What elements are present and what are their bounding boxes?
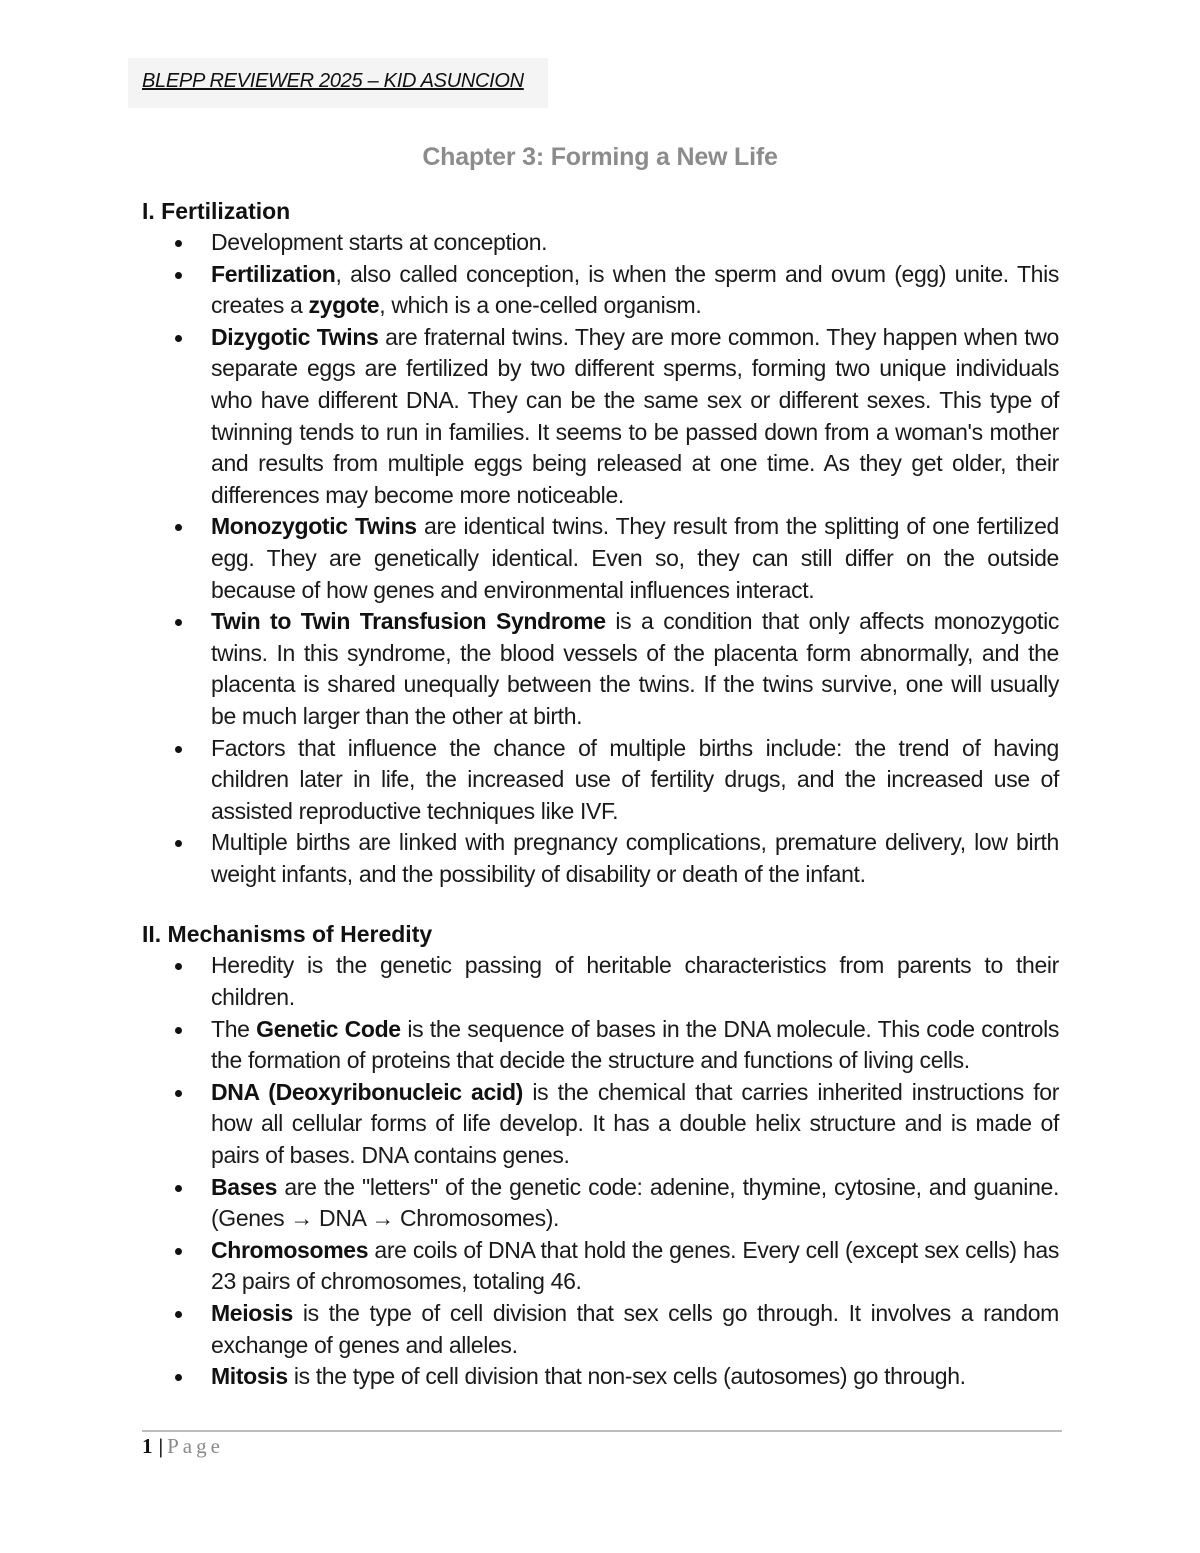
document-header: BLEPP REVIEWER 2025 – KID ASUNCION bbox=[142, 70, 524, 92]
term: Bases bbox=[211, 1173, 278, 1200]
bullet-dot-icon bbox=[175, 746, 182, 753]
bullet-dot-icon bbox=[175, 1185, 182, 1192]
term: Mitosis bbox=[211, 1363, 288, 1390]
term: Chromosomes bbox=[211, 1236, 369, 1263]
term: Meiosis bbox=[211, 1300, 293, 1326]
heredity-bullet-list bbox=[142, 950, 1059, 1392]
term: Fertilization bbox=[211, 260, 336, 287]
bullet-dot-icon bbox=[175, 1248, 182, 1255]
bullet-dot-icon bbox=[175, 240, 182, 247]
section-heading-fertilization: I. Fertilization bbox=[142, 198, 291, 224]
document-body bbox=[142, 195, 1059, 1393]
bullet-dot-icon bbox=[175, 963, 182, 970]
section-heading-heredity: II. Mechanisms of Heredity bbox=[142, 921, 433, 948]
bullet-dot-icon bbox=[175, 1311, 182, 1318]
footer-divider bbox=[142, 1430, 1062, 1432]
bullet-dot-icon bbox=[175, 1090, 182, 1097]
bullet-dot-icon bbox=[175, 272, 182, 279]
page-number: 1 bbox=[142, 1434, 153, 1458]
term: Dizygotic Twins bbox=[211, 323, 379, 350]
fertilization-bullet-list bbox=[142, 227, 1059, 890]
list-item: Twin to Twin Transfusion Syndrome is a condition that only affects monozygotic twins. In this syndrome, the blood vessels of the placenta form abnormally, and the placenta is shared unequally between the twins. If the twins survive, one will usually be much larger than the other at birth. bbox=[142, 606, 1059, 732]
page-label: Page bbox=[167, 1434, 224, 1458]
list-item: Development starts at conception. bbox=[142, 227, 1059, 259]
bullet-dot-icon bbox=[175, 335, 182, 342]
page-footer bbox=[142, 1434, 224, 1459]
list-item: Dizygotic Twins are fraternal twins. They are more common. They happen when two separate eggs are fertilized by two different sperms, forming two unique individuals who have different DNA. They can be the same sex or different sexes. This type of twinning tends to run in families. It seems to be passed down from a woman's mother and results from multiple eggs being released at one time. As they get older, their differences may become more noticeable. bbox=[142, 322, 1059, 512]
list-item: Monozygotic Twins are identical twins. They result from the splitting of one fertilized egg. They are genetically identical. Even so, they can still differ on the outside because of how genes and environmental influences interact. bbox=[142, 511, 1059, 606]
term: zygote bbox=[308, 292, 380, 319]
list-item: Heredity is the genetic passing of heritable characteristics from parents to their children. bbox=[142, 950, 1059, 1013]
list-item: Chromosomes are coils of DNA that hold the genes. Every cell (except sex cells) has 23 pairs of chromosomes, totaling 46. bbox=[142, 1235, 1059, 1298]
list-item: Mitosis is the type of cell division that non-sex cells (autosomes) go through. bbox=[142, 1361, 1059, 1393]
bullet-dot-icon bbox=[175, 840, 182, 847]
bullet-dot-icon bbox=[175, 524, 182, 531]
term: Twin to Twin Transfusion Syndrome bbox=[211, 608, 606, 635]
term: DNA (Deoxyribonucleic acid) bbox=[211, 1078, 523, 1105]
bullet-dot-icon bbox=[175, 1374, 182, 1381]
chapter-title: Chapter 3: Forming a New Life bbox=[422, 143, 778, 171]
list-item: Factors that influence the chance of multiple births include: the trend of having children later in life, the increased use of fertility drugs, and the increased use of assisted reproductive techniques like IVF. bbox=[142, 733, 1059, 828]
bullet-dot-icon bbox=[175, 1027, 182, 1034]
list-item: DNA (Deoxyribonucleic acid) is the chemical that carries inherited instructions for how all cellular forms of life develop. It has a double helix structure and is made of pairs of bases. DNA contains genes. bbox=[142, 1077, 1059, 1172]
list-item: Meiosis is the type of cell division that sex cells go through. It involves a random exchange of genes and alleles. bbox=[142, 1298, 1059, 1361]
list-item: The Genetic Code is the sequence of bases in the DNA molecule. This code controls the formation of proteins that decide the structure and functions of living cells. bbox=[142, 1014, 1059, 1077]
list-item: Bases are the "letters" of the genetic code: adenine, thymine, cytosine, and guanine. (Genes → DNA → Chromosomes). bbox=[142, 1172, 1059, 1235]
footer-separator: | bbox=[158, 1434, 164, 1458]
term: Genetic Code bbox=[256, 1015, 401, 1042]
list-item: Fertilization, also called conception, is when the sperm and ovum (egg) unite. This creates a zygote, which is a one-celled organism. bbox=[142, 259, 1059, 322]
list-item: Multiple births are linked with pregnancy complications, premature delivery, low birth weight infants, and the possibility of disability or death of the infant. bbox=[142, 827, 1059, 890]
bullet-dot-icon bbox=[175, 619, 182, 626]
term: Monozygotic Twins bbox=[211, 513, 417, 540]
